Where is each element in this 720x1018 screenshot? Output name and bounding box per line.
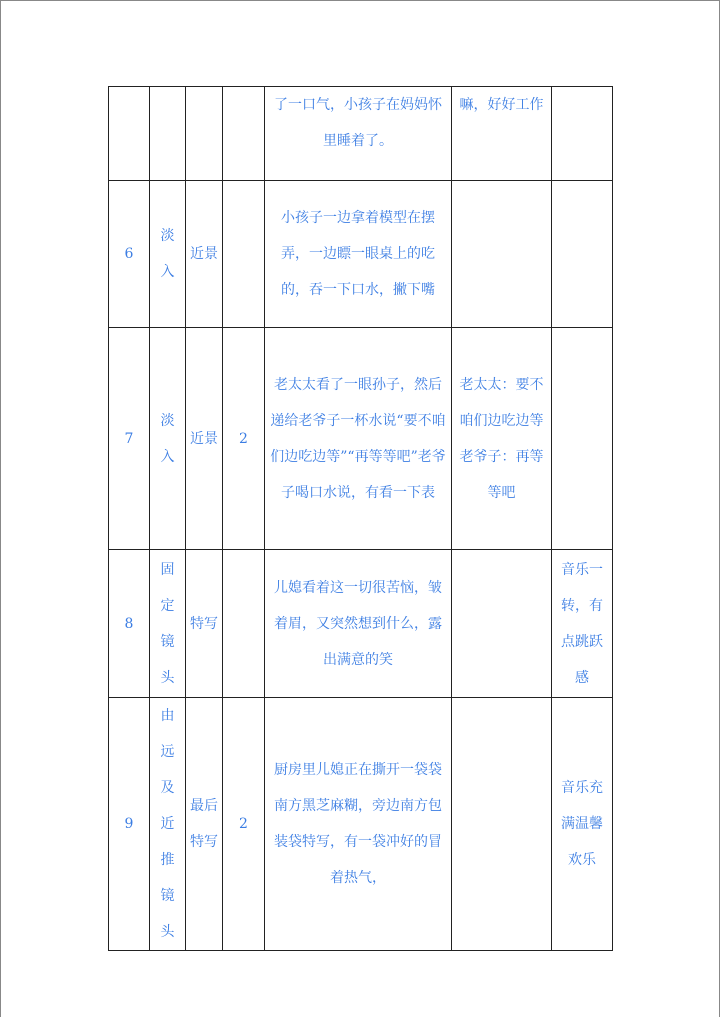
storyboard-table [108, 86, 613, 951]
music-cell [552, 181, 613, 328]
dialogue-line: 老太太：要不咱们边吃边等 [459, 376, 544, 429]
framing-cell [186, 87, 223, 181]
table-row [109, 550, 613, 698]
description-cell: 厨房里儿媳正在撕开一袋袋南方黑芝麻糊，旁边南方包装袋特写，有一袋冲好的冒着热气， [265, 698, 452, 951]
framing-cell: 特写 [186, 550, 223, 698]
duration-cell [223, 550, 265, 698]
music-cell: 音乐充满温馨欢乐 [552, 698, 613, 951]
music-cell [552, 328, 613, 550]
table-row [109, 87, 613, 181]
shot-number-cell: 8 [109, 550, 150, 698]
dialogue-line: 嘛，好好工作 [459, 97, 544, 113]
description-cell: 儿媳看着这一切很苦恼，皱着眉，又突然想到什么，露出满意的笑 [265, 550, 452, 698]
framing-cell: 近景 [186, 328, 223, 550]
table-row [109, 181, 613, 328]
duration-cell [223, 87, 265, 181]
dialogue-cell [452, 328, 552, 550]
duration-cell: 2 [223, 328, 265, 550]
framing-cell: 最后特写 [186, 698, 223, 951]
shot-number-cell: 7 [109, 328, 150, 550]
duration-cell: 2 [223, 698, 265, 951]
music-cell [552, 87, 613, 181]
technique-cell: 固定镜头 [150, 550, 186, 698]
shot-number-cell [109, 87, 150, 181]
technique-cell: 淡入 [150, 328, 186, 550]
table-row [109, 328, 613, 550]
description-cell: 了一口气，小孩子在妈妈怀里睡着了。 [265, 87, 452, 181]
shot-number-cell: 9 [109, 698, 150, 951]
dialogue-cell [452, 181, 552, 328]
description-cell: 老太太看了一眼孙子，然后递给老爷子一杯水说“要不咱们边吃边等”“再等等吧”老爷子喝口水说，有看一下表 [265, 328, 452, 550]
duration-cell [223, 181, 265, 328]
description-cell: 小孩子一边拿着模型在摆弄，一边瞟一眼桌上的吃的，吞一下口水，撇下嘴 [265, 181, 452, 328]
dialogue-cell [452, 698, 552, 951]
dialogue-cell [452, 87, 552, 181]
shot-number-cell: 6 [109, 181, 150, 328]
music-cell: 音乐一转，有点跳跃感 [552, 550, 613, 698]
dialogue-line: 老爷子：再等等吧 [459, 448, 544, 501]
framing-cell: 近景 [186, 181, 223, 328]
technique-cell: 由远及近推镜头 [150, 698, 186, 951]
technique-cell: 淡入 [150, 181, 186, 328]
table-row [109, 698, 613, 951]
technique-cell [150, 87, 186, 181]
dialogue-cell [452, 550, 552, 698]
